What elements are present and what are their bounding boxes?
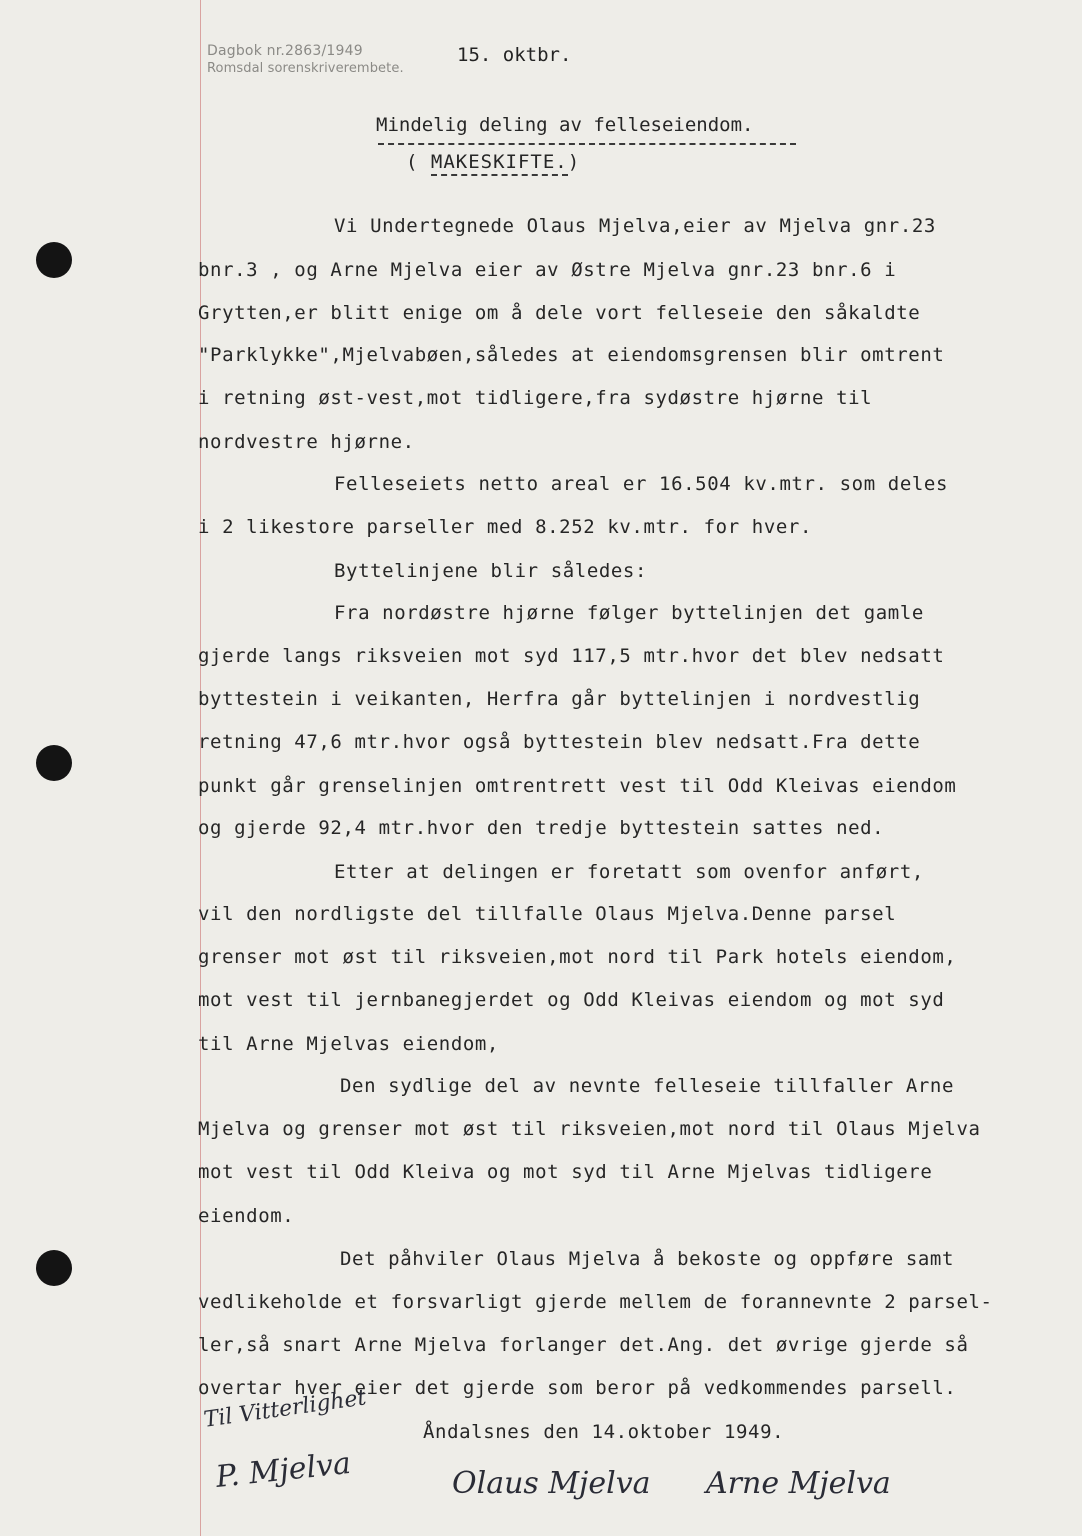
punch-hole-bottom [36, 1250, 72, 1286]
body-line: eiendom. [198, 1205, 295, 1227]
body-line: Det påhviler Olaus Mjelva å bekoste og oppføre samt [340, 1248, 954, 1270]
document-title: Mindelig deling av felleseiendom. [376, 114, 754, 136]
body-line: Mjelva og grenser mot øst til riksveien,mot nord til Olaus Mjelva [198, 1118, 981, 1140]
body-line: mot vest til jernbanegjerdet og Odd Kleivas eiendom og mot syd [198, 989, 945, 1011]
body-line: Felleseiets netto areal er 16.504 kv.mtr. som deles [334, 473, 948, 495]
stamp-number: Dagbok nr.2863/1949 [207, 43, 363, 59]
body-line: Byttelinjene blir således: [334, 560, 648, 582]
body-line: overtar hver eier det gjerde som beror på vedkommendes parsell. [198, 1377, 957, 1399]
body-line: Den sydlige del av nevnte felleseie tillfaller Arne [340, 1075, 954, 1097]
punch-hole-middle [36, 745, 72, 781]
body-line: i 2 likestore parseller med 8.252 kv.mtr. for hver. [198, 516, 812, 538]
body-line: Fra nordøstre hjørne følger byttelinjen det gamle [334, 602, 924, 624]
subtitle-word: MAKESKIFTE. [431, 151, 568, 176]
body-line: vil den nordligste del tillfalle Olaus Mjelva.Denne parsel [198, 903, 897, 925]
signature-olaus-mjelva: Olaus Mjelva [452, 1466, 651, 1501]
subtitle-close: ) [567, 151, 581, 173]
body-line: bnr.3 , og Arne Mjelva eier av Østre Mjelva gnr.23 bnr.6 i [198, 259, 897, 281]
body-line: nordvestre hjørne. [198, 431, 415, 453]
body-line: til Arne Mjelvas eiendom, [198, 1033, 499, 1055]
subtitle-open: ( [406, 151, 419, 173]
signature-arne-mjelva: Arne Mjelva [706, 1466, 891, 1501]
stamp-office: Romsdal sorenskriverembete. [207, 61, 404, 76]
body-line: ler,så snart Arne Mjelva forlanger det.Ang. det øvrige gjerde så [198, 1334, 969, 1356]
body-line: gjerde langs riksveien mot syd 117,5 mtr.hvor det blev nedsatt [198, 645, 945, 667]
title-underline [378, 143, 796, 145]
body-line: Etter at delingen er foretatt som ovenfor anført, [334, 861, 924, 883]
body-line: i retning øst-vest,mot tidligere,fra sydøstre hjørne til [198, 387, 873, 409]
document-subtitle [406, 151, 580, 173]
witness-note: Til Vitterlighet [202, 1385, 368, 1433]
body-line: og gjerde 92,4 mtr.hvor den tredje byttestein sattes ned. [198, 817, 885, 839]
body-line: mot vest til Odd Kleiva og mot syd til Arne Mjelvas tidligere [198, 1161, 933, 1183]
witness-signature: P. Mjelva [214, 1445, 353, 1495]
body-line: punkt går grenselinjen omtrentrett vest til Odd Kleivas eiendom [198, 775, 957, 797]
body-line: "Parklykke",Mjelvabøen,således at eiendomsgrensen blir omtrent [198, 344, 945, 366]
body-line: byttestein i veikanten, Herfra går byttelinjen i nordvestlig [198, 688, 921, 710]
punch-hole-top [36, 242, 72, 278]
body-line: Grytten,er blitt enige om å dele vort felleseie den såkaldte [198, 302, 921, 324]
registry-stamp [207, 42, 404, 78]
entry-date: 15. oktbr. [457, 44, 572, 66]
body-line: retning 47,6 mtr.hvor også byttestein blev nedsatt.Fra dette [198, 731, 921, 753]
place-date-line: Åndalsnes den 14.oktober 1949. [423, 1421, 785, 1443]
body-line: Vi Undertegnede Olaus Mjelva,eier av Mjelva gnr.23 [334, 215, 936, 237]
body-line: vedlikeholde et forsvarligt gjerde mellem de forannevnte 2 parsel- [198, 1291, 993, 1313]
body-line: grenser mot øst til riksveien,mot nord til Park hotels eiendom, [198, 946, 957, 968]
